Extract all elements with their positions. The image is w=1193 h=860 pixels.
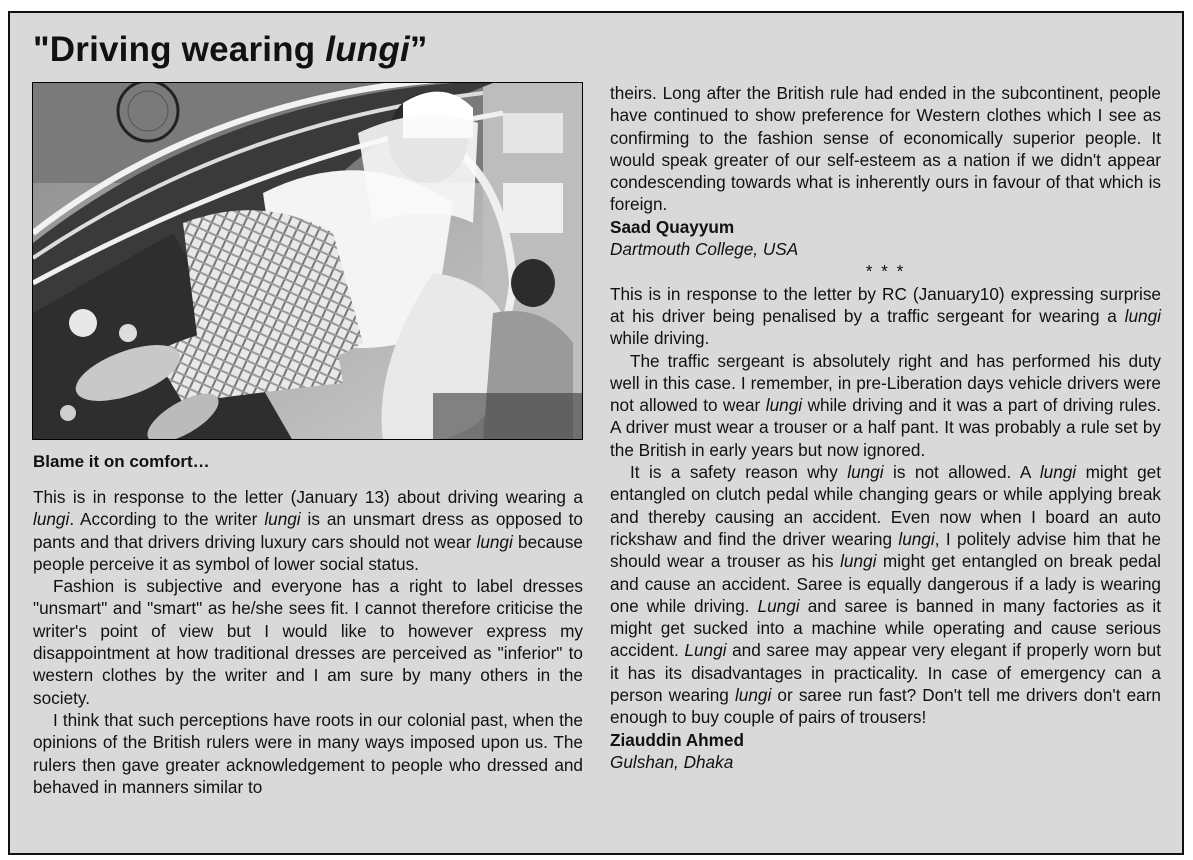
column-left bbox=[33, 486, 583, 798]
letter2-affiliation: Gulshan, Dhaka bbox=[610, 751, 734, 772]
letter-separator: * * * bbox=[865, 261, 906, 282]
letter2-paragraph-2: The traffic sergeant is absolutely right and has performed his duty well in this case. I remember, in pre-Liberation days vehicle drivers were not allowed to wear lungi while driving and it was a part of driving rules. A driver must wear a trouser or a half pant. It was probably a rule set by the British in early years but now ignored. bbox=[610, 350, 1161, 460]
letter1-affiliation: Dartmouth College, USA bbox=[610, 239, 799, 260]
photo-rickshaw-driver bbox=[32, 82, 583, 440]
letter1-paragraph-1: This is in response to the letter (January 13) about driving wearing a lungi. According to the writer lungi is an unsmart dress as opposed to pants and that drivers driving luxury cars should not wear lungi because people perceive it as symbol of lower social status. bbox=[33, 487, 583, 574]
photo-caption: Blame it on comfort… bbox=[33, 452, 210, 471]
letter1-paragraph-3: I think that such perceptions have roots in our colonial past, when the opinions of the British rulers were in many ways imposed upon us. The rulers then gave greater acknowledgement to people who dressed and behaved in manners similar to bbox=[33, 709, 583, 797]
letter1-author: Saad Quayyum bbox=[610, 216, 735, 237]
article-title: "Driving wearing lungi” bbox=[33, 30, 428, 69]
letter2-paragraph-3: It is a safety reason why lungi is not allowed. A lungi might get entangled on clutch pedal while changing gears or while applying break and thereby causing an accident. Even now when I board an auto rickshaw and find the driver wearing lungi, I politely advise him that he should wear a trouser as his lungi might get entangled on break pedal and cause an accident. Saree is equally dangerous if a lady is wearing one while driving. Lungi and saree is banned in many factories as it might get sucked into a machine while operating and cause serious accident. Lungi and saree may appear very elegant if properly worn but it has its disadvantages in practicality. In case of emergency can a person wearing lungi or saree run fast? Don't tell me drivers don't earn enough to buy couple of pairs of trousers! bbox=[610, 462, 1162, 728]
letter1-paragraph-3-continued: theirs. Long after the British rule had ended in the subcontinent, people have continued to show preference for Western clothes which I see as confirming to the fashion sense of economically superior people. It would speak greater of our self-esteem as a nation if we didn't appear condescending towards what is inherently ours in favour of that which is foreign. bbox=[610, 83, 1161, 215]
letter1-paragraph-2: Fashion is subjective and everyone has a right to label dresses "unsmart" and "smart" as he/she sees fit. I cannot therefore criticise the writer's point of view but I would like to however express my disappointment at how traditional dresses are perceived as "inferior" to western clothes by the writer and I am sure by many others in the society. bbox=[33, 576, 583, 708]
letter2-author: Ziauddin Ahmed bbox=[610, 729, 744, 750]
letter2-paragraph-1: This is in response to the letter by RC (January10) expressing surprise at his driver being penalised by a traffic sergeant for wearing a lungi while driving. bbox=[610, 283, 1161, 349]
column-right bbox=[610, 82, 1161, 773]
